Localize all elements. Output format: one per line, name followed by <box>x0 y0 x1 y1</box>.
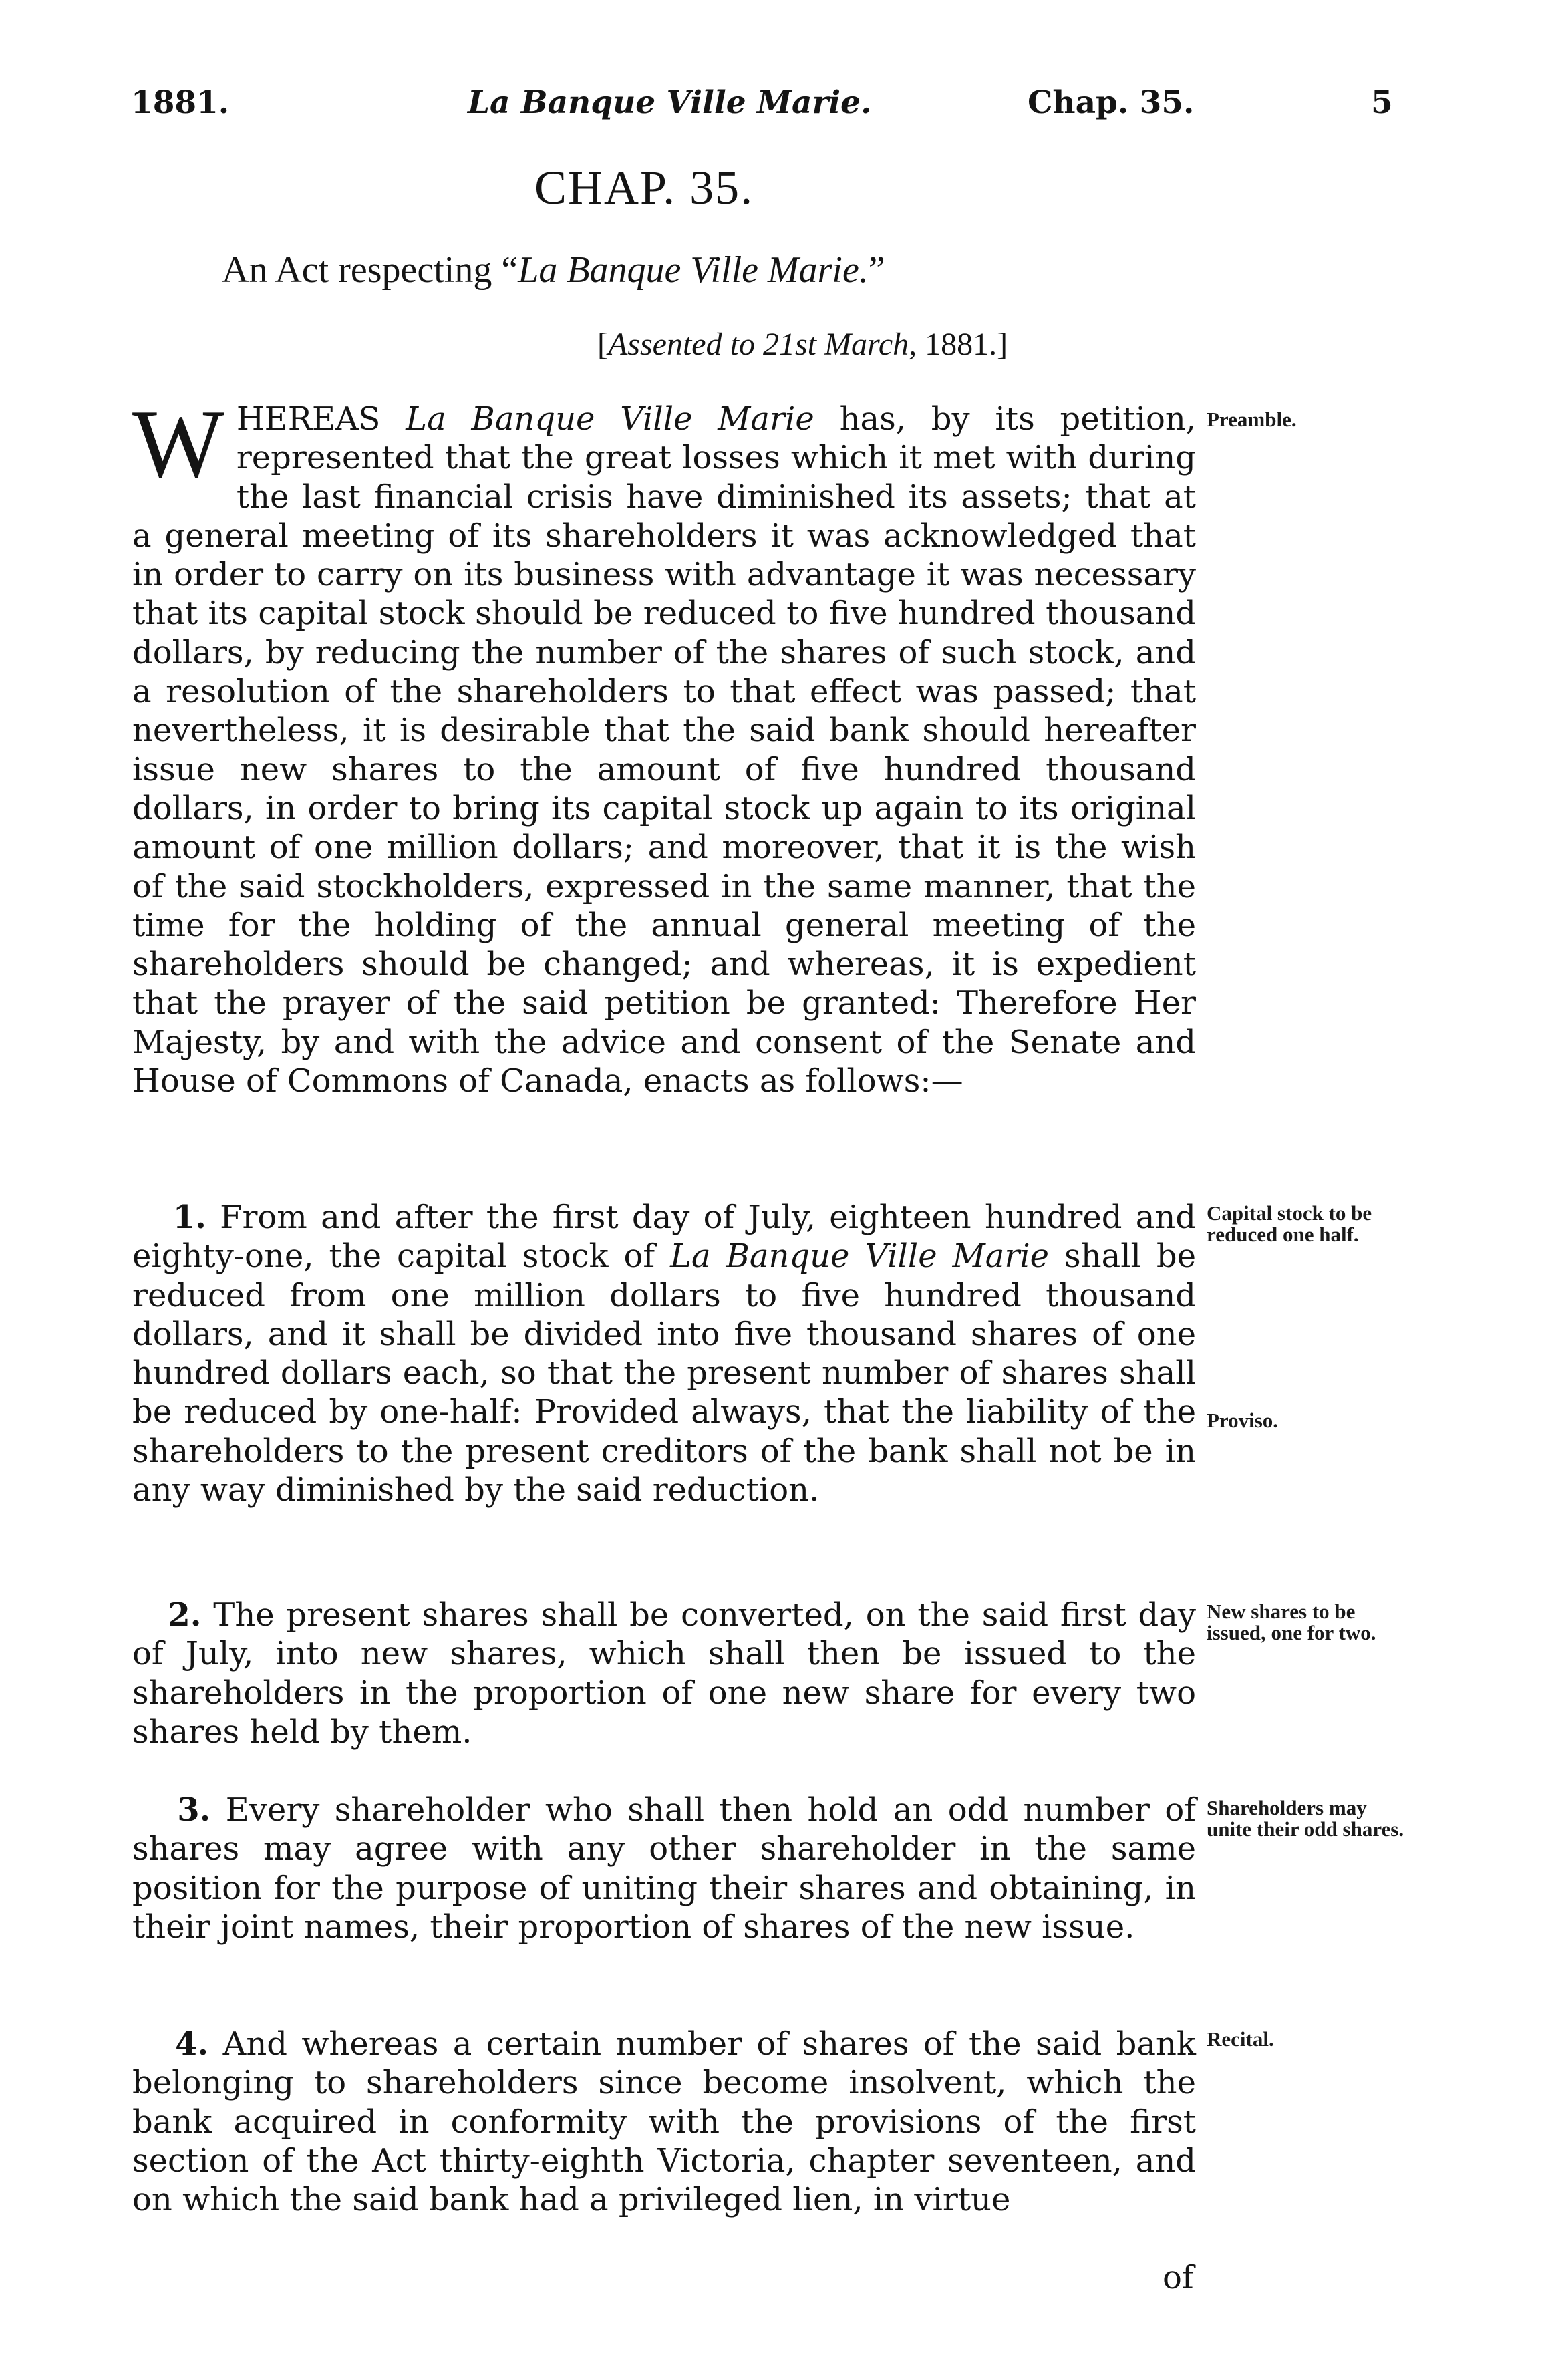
section-number: 3. <box>177 1791 211 1829</box>
section-number: 4. <box>175 2025 209 2063</box>
page-number: 5 <box>1371 84 1393 121</box>
section-3 <box>132 1791 1196 1946</box>
margin-note-shareholders: Shareholders may unite their odd shares. <box>1207 1796 1404 1841</box>
drop-cap: W <box>132 390 224 498</box>
section-2 <box>132 1596 1196 1751</box>
preamble-paragraph <box>132 390 1197 1100</box>
preamble-intro: HEREAS <box>236 400 381 438</box>
header-title: La Banque Ville Marie. <box>468 84 872 121</box>
section-number: 2. <box>168 1596 202 1634</box>
preamble-text: has, by its petition, represented that the great losses which it met with during the last financial crisis have diminished its assets; that at a general meeting of its shareholders it was acknowledged that in order to carry on its business with advantage it was necessary that its capital stock should be reduced to five hundred thousand dollars, by reducing the number of the shares of such stock, and a resolution of the shareholders to that effect was passed; that nevertheless, it is desirable that the said bank should hereafter issue new shares to the amount of five hundred thousand dollars, in order to bring its capital stock up again to its original amount of one million dollars; and moreover, that it is the wish of the said stockholders, expressed in the same manner, that the time for the holding of the annual general meeting of the shareholders should be changed; and whereas, it is expedient that the prayer of the said petition be granted: Therefore Her Majesty, by and with the advice and consent of the Senate and House of Commons of Canada, enacts as follows:— <box>132 400 1197 1100</box>
section-text: And whereas a certain number of shares of the said bank belonging to shareholders since become insolvent, which the bank acquired in conformity with the provisions of the first section of the Act thirty-eighth Victoria, chapter seventeen, and on which the said bank had a privileged lien, in virtue <box>132 2025 1196 2219</box>
section-1 <box>132 1198 1196 1509</box>
header-chapter: Chap. 35. <box>1028 84 1195 121</box>
section-italic: La Banque Ville Marie <box>670 1237 1050 1276</box>
assent-line: [Assented to 21st March, 1881.] <box>597 327 1008 362</box>
margin-note-preamble: Preamble. <box>1207 408 1297 431</box>
act-title-prefix: An Act respecting “ <box>222 249 518 291</box>
act-title <box>222 247 885 293</box>
header-year: 1881. <box>131 84 230 121</box>
section-number: 1. <box>172 1199 206 1236</box>
chapter-heading: CHAP. 35. <box>534 161 754 214</box>
margin-note-proviso: Proviso. <box>1207 1408 1279 1432</box>
margin-note-capital-stock: Capital stock to be reduced one half. <box>1207 1201 1372 1246</box>
section-text: The present shares shall be converted, on the said first day of July, into new shares, which shall then be issued to the shareholders in the proportion of one new share for every two shares held by them. <box>132 1596 1196 1751</box>
assent-year: 1881. <box>925 327 997 362</box>
section-text: shall be reduced from one million dollars to five hundred thousand dollars, and it shall be divided into five thousand shares of one hundred dollars each, so that the present number of shares shall be reduced by one-half: Provided always, that the liability of the shareholders to the present creditors of the bank shall not be in any way diminished by the said reduction. <box>132 1237 1196 1509</box>
act-title-name: La Banque Ville Marie. <box>518 249 869 291</box>
margin-note-new-shares: New shares to be issued, one for two. <box>1207 1600 1376 1644</box>
act-title-suffix: ” <box>868 249 885 291</box>
section-4 <box>132 2025 1196 2219</box>
margin-note-recital: Recital. <box>1207 2027 1274 2051</box>
assent-italic: Assented to 21st March, <box>607 327 917 362</box>
section-text: From and after the first day of July, eighteen hundred and eighty-one, the capital stock of <box>132 1199 1197 1276</box>
catchword: of <box>1163 2259 1194 2296</box>
preamble-bank-name: La Banque Ville Marie <box>406 400 814 438</box>
section-text: Every shareholder who shall then hold an odd number of shares may agree with any other shareholder in the same position for the purpose of uniting their shares and obtaining, in their joint names, their proportion of shares of the new issue. <box>132 1791 1196 1946</box>
